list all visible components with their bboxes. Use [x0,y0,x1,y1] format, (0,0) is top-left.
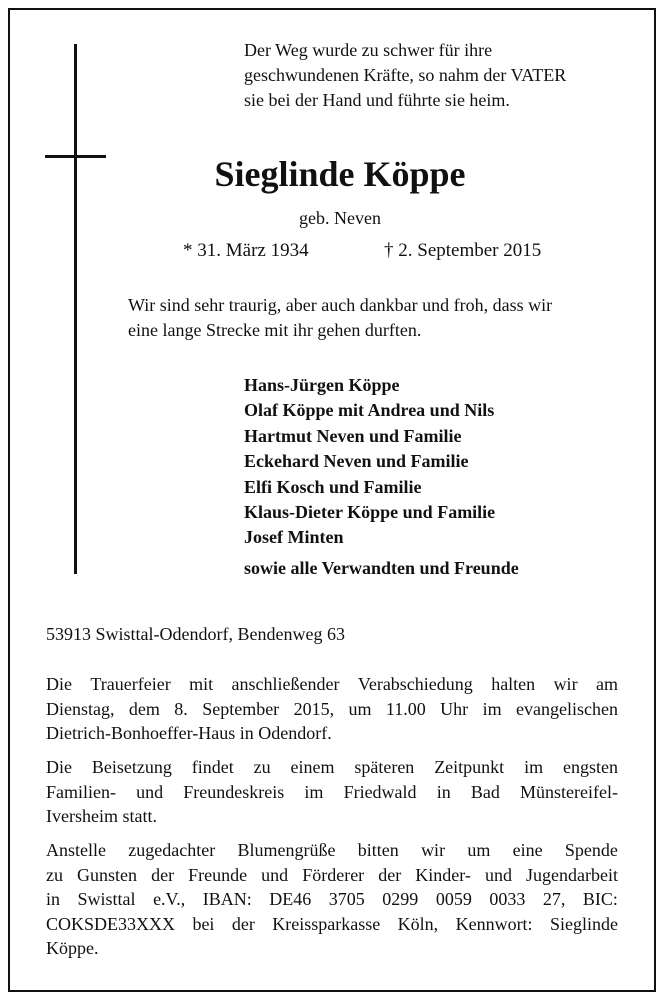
paragraph-word: wir [553,674,578,694]
paragraph-word: Spende [564,840,618,860]
paragraph-word: Freundeskreis [183,781,285,802]
paragraph-word: anschließender [231,674,340,694]
paragraph-word: Uhr [440,698,469,719]
verse-line: geschwundenen Kräfte, so nahm der VATER [244,65,567,85]
paragraph-word: Förderer [302,864,365,885]
mourner-name: Hans-Jürgen Köppe [244,375,400,395]
paragraph-word: und [484,864,512,885]
paragraph-word: halten [491,674,536,694]
mourner-name: Elfi Kosch und Familie [244,476,422,497]
paragraph-word: und [136,781,164,802]
paragraph-word: Die [46,757,72,777]
paragraph-word: Gunsten [77,864,138,885]
paragraph-word: um [348,698,372,719]
mourners-list [244,373,644,551]
paragraph-word: 0033 [489,889,526,909]
burial-paragraph [46,755,618,829]
mourners-closing: sowie alle Verwandten und Freunde [244,558,519,578]
verse-line: Der Weg wurde zu schwer für ihre [244,40,493,60]
mourner-name: Josef Minten [244,527,344,548]
paragraph-word: Köln, [397,913,439,934]
paragraph-word: 8. [174,698,188,719]
paragraph-word: in [436,781,451,802]
paragraph-word: Kennwort: [455,913,533,934]
paragraph-line [46,672,618,697]
paragraph-word: 3705 [328,889,365,909]
paragraph-word: 0299 [382,889,419,909]
paragraph-word: findet [191,757,234,777]
paragraph-word: Jugendarbeit [525,864,618,885]
paragraph-word: IBAN: [202,889,252,909]
mourner-name: Hartmut Neven und Familie [244,425,462,446]
paragraph-word: mit [189,674,214,694]
paragraph-word: Trauerfeier [90,674,171,694]
paragraph-word: DE46 [269,889,312,909]
paragraph-word: Die [46,674,72,694]
paragraph-word: im [482,698,502,719]
verse-line: sie bei der Hand und führte sie heim. [244,90,510,110]
paragraph-word: Dienstag, [46,698,115,719]
cross-vertical-bar [74,44,77,574]
donation-paragraph [46,838,618,961]
paragraph-word: Anstelle [46,840,106,860]
paragraph-word: eine [512,840,543,860]
paragraph-word: späteren [354,757,415,777]
paragraph-line [46,755,618,780]
paragraph-word: Familien- [46,781,116,802]
paragraph-word: in [46,889,61,909]
paragraph-word: Kinder- [415,864,471,885]
paragraph-line [46,780,618,805]
paragraph-line: Köppe. [46,938,99,958]
paragraph-word: COKSDE33XXX [46,913,176,934]
memorial-verse [244,38,624,113]
message-line: eine lange Strecke mit ihr gehen durften. [128,320,422,340]
funeral-service-paragraph [46,672,618,746]
mourner-name: Klaus-Dieter Köppe und Familie [244,502,496,523]
paragraph-word: evangelischen [516,698,618,719]
paragraph-word: Zeitpunkt [434,757,505,777]
mourner-name: Eckehard Neven und Familie [244,451,469,472]
paragraph-word: September [202,698,280,719]
paragraph-line: Dietrich-Bonhoeffer-Haus in Odendorf. [46,723,332,743]
paragraph-line [46,912,618,937]
paragraph-word: dem [128,698,160,719]
paragraph-word: zugedachter [128,840,216,860]
paragraph-word: Verabschiedung [357,674,473,694]
paragraph-word: im [524,757,544,777]
paragraph-word: e.V., [153,889,186,909]
paragraph-word: bei [192,913,215,934]
paragraph-word: Bad [470,781,500,802]
cross-horizontal-bar [45,155,106,158]
paragraph-word: der [151,864,175,885]
mourner-name: Olaf Köppe mit Andrea und Nils [244,400,495,421]
deceased-name: Sieglinde Köppe [214,154,466,194]
message-line: Wir sind sehr traurig, aber auch dankbar und froh, dass wir [128,295,553,315]
paragraph-line: Iversheim statt. [46,806,157,826]
paragraph-word: Swisttal [77,889,136,909]
paragraph-word: 27, [542,889,566,909]
paragraph-word: 2015, [293,698,335,719]
paragraph-word: zu [253,757,271,777]
paragraph-word: um [467,840,491,860]
paragraph-word: Kreissparkasse [272,913,381,934]
birth-date: * 31. März 1934 [183,240,309,261]
paragraph-word: der [231,913,255,934]
paragraph-word: BIC: [582,889,618,909]
paragraph-word: Sieglinde [549,913,618,934]
paragraph-word: wir [421,840,446,860]
paragraph-word: Friedwald [343,781,417,802]
paragraph-word: Freunde [188,864,248,885]
paragraph-word: engsten [562,757,618,777]
paragraph-word: einem [290,757,335,777]
paragraph-word: 0059 [435,889,472,909]
paragraph-word: Beisetzung [91,757,172,777]
paragraph-word: der [378,864,402,885]
paragraph-word: Blumengrüße [237,840,336,860]
paragraph-line [46,838,618,863]
paragraph-word: und [261,864,289,885]
paragraph-line [46,697,618,722]
paragraph-word: Münstereifel- [519,781,618,802]
maiden-name: geb. Neven [299,208,381,228]
paragraph-word: im [304,781,324,802]
death-date: † 2. September 2015 [384,240,542,261]
family-message [128,293,628,343]
paragraph-line [46,887,618,912]
paragraph-word: am [595,674,618,694]
paragraph-word: zu [46,864,63,885]
paragraph-word: bitten [357,840,399,860]
paragraph-word: 11.00 [385,698,426,719]
paragraph-line [46,863,618,888]
family-address: 53913 Swisttal-Odendorf, Bendenweg 63 [46,624,345,644]
